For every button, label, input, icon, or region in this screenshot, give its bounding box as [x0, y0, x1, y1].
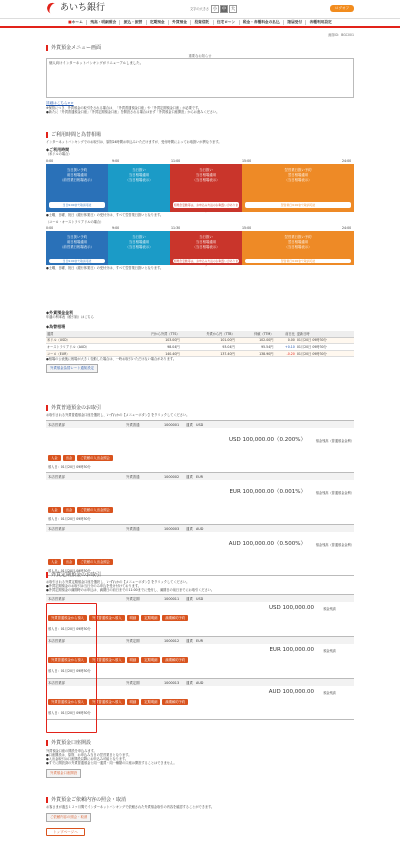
- fx-notify-button[interactable]: 外貨預金為替レート通知設定: [46, 364, 98, 372]
- col-header: 仲値（TTM）: [236, 331, 275, 337]
- balance: AUD 100,000.00（0.500%）: [228, 541, 306, 548]
- nav-settings[interactable]: 各種利用設定: [309, 20, 332, 25]
- fx-label: ◆為替相場: [46, 324, 66, 329]
- table-row: オーストラリアドル（AUD） 98.04円 93.04円 95.54円 +0.10 01月20日 09時30分: [46, 344, 354, 351]
- fixed-title: 外貨定期預金のお取引: [46, 572, 354, 578]
- nav-time-deposit[interactable]: 定期預金: [147, 20, 169, 25]
- col-header: 外貨から円（TTB）: [181, 331, 236, 337]
- tick: 9:00: [112, 226, 120, 231]
- segment-next-day: 翌営業日扱い予約 翌日相場適用 （当日相場表示） 翌営業日9:00まで取消可能: [242, 164, 354, 212]
- bank-logo[interactable]: [46, 3, 105, 14]
- home-icon: ■: [68, 20, 72, 25]
- usage-time-label: ◆ご利用時間: [46, 147, 70, 153]
- fixed-detail-button[interactable]: 定期明細: [141, 657, 160, 663]
- ordinary-account-2[interactable]: 本店営業部 外貨普通 1000002 通貨 EUR EUR 100,000.00（0.001%） 預金残高（普通預金金利） 入金 出金 ご依頼の入出金照会 預入日：01月20日 09時30分: [46, 472, 354, 524]
- detail-button[interactable]: 明細: [127, 615, 140, 621]
- history-button[interactable]: ご依頼の入出金照会: [77, 507, 113, 513]
- nav-foreign-deposit[interactable]: 外貨預金: [169, 20, 191, 25]
- global-nav: [0, 19, 400, 28]
- open-title: 外貨預金口座開設: [46, 740, 354, 746]
- segment-same-day-2: 当日扱い 当日相場適用 （当日相場表示） 相場急変動等は、お申込み方法のお取扱いがあります: [170, 164, 242, 212]
- font-medium-button[interactable]: 中: [221, 7, 227, 12]
- fixed-detail-button[interactable]: 定期明細: [141, 699, 160, 705]
- font-small-button[interactable]: 小: [212, 7, 218, 12]
- segment-same-day-2: 当日扱い 当日相場適用 （当日相場表示） 相場急変動等は、お申込み方法のお取扱いがあります: [170, 231, 242, 265]
- open-line: 外貨預金口座の開設を申込みます。: [46, 749, 97, 754]
- maturity-cancel-button[interactable]: 満期解約予約: [162, 657, 188, 663]
- top-page-button[interactable]: トップページへ: [46, 828, 85, 836]
- nav-transfer[interactable]: 振込・振替: [120, 20, 146, 25]
- deposit-to-ordinary-button[interactable]: 外貨普通預金へ預入: [89, 615, 125, 621]
- usd-label: （米ドルの場合）: [46, 152, 72, 157]
- nav-notifications[interactable]: 諸届受付: [284, 20, 306, 25]
- deposit-button[interactable]: 入金: [48, 455, 61, 461]
- deposit-to-ordinary-button[interactable]: 外貨普通預金へ預入: [89, 657, 125, 663]
- withdraw-button[interactable]: 出金: [63, 455, 76, 461]
- history-button[interactable]: ご依頼内容の照会・取消: [46, 813, 91, 821]
- balance: AUD 100,000.00: [268, 689, 314, 696]
- tick: 0:00: [46, 159, 54, 164]
- fixed-desc: お取引される外貨定期預金口座を選択し、いずれかの【メニューボタン】をクリックしてください。: [46, 580, 190, 585]
- logout-button[interactable]: ログオフ: [330, 5, 354, 12]
- logo-text: あいち銀行: [60, 3, 106, 13]
- timeline-eur: [46, 226, 354, 266]
- deposit-from-ordinary-button[interactable]: 外貨普通預金から預入: [48, 657, 87, 663]
- notice-title: 重要なお知らせ: [188, 54, 212, 59]
- menu-note-1: ※保管につき、外貨預金の取引をされる場合は、「外貨普通預金口座」や「外貨定期預金口座」が必要です。: [46, 105, 202, 110]
- fixed-detail-button[interactable]: 定期明細: [141, 615, 160, 621]
- segment-same-day: 当日扱い 当日相場適用 （当日相場表示）: [108, 231, 170, 265]
- eur-label: （ユーロ・オーストラリアドルの場合）: [46, 220, 104, 225]
- hours-note-1: ●土曜、日曜、祝日（銀行休業日）の受付分は、すべて翌営業日扱いとなります。: [46, 213, 164, 218]
- segment-same-day: 当日扱い 当日相場適用 （当日相場表示）: [108, 164, 170, 212]
- notice-detail-link[interactable]: 詳細はこちら>>: [46, 101, 74, 106]
- col-header: 更新日時: [296, 331, 354, 337]
- deposit-to-ordinary-button[interactable]: 外貨普通預金へ預入: [89, 699, 125, 705]
- font-size-label: 文字の大きさ: [190, 7, 210, 11]
- logo-mark-icon: [46, 3, 57, 14]
- fx-table: [46, 331, 354, 357]
- history-title: 外貨預金ご依頼内容の照会・取消: [46, 797, 354, 803]
- hours-title: ご利用時間と為替相場: [46, 132, 354, 138]
- history-button[interactable]: ご依頼の入出金照会: [77, 455, 113, 461]
- ordinary-title: 外貨普通預金のお取引: [46, 405, 354, 411]
- fixed-desc-3: ●外貨定期預金の満期時のお申込は、満期日の前日までの11:00までに受付し、満期日の前日までにお取引ください。: [46, 588, 215, 593]
- deposit-button[interactable]: 入金: [48, 507, 61, 513]
- ordinary-account-1[interactable]: 本店営業部 外貨普通 1000001 通貨 USD USD 100,000.00（0.200%） 預金残高（普通預金金利） 入金 出金 ご依頼の入出金照会 預入日：01月20日 09時30分: [46, 420, 354, 472]
- nav-housing-loan[interactable]: 住宅ローン: [214, 20, 240, 25]
- detail-button[interactable]: 明細: [127, 657, 140, 663]
- table-row: 米ドル（USD） 103.00円 101.00円 102.00円 0.00 01月20日 09時30分: [46, 337, 354, 344]
- page-title: 外貨預金メニュー画面: [46, 45, 354, 51]
- hours-note-2: ●土曜、日曜、祝日（銀行休業日）の受付分は、すべて翌営業日扱いとなります。: [46, 266, 164, 271]
- tick: 24:00: [342, 226, 352, 231]
- nav-tax-payment[interactable]: 税金・各種料金の払込: [240, 20, 284, 25]
- rate-title: ◆外貨預金金利: [46, 310, 74, 315]
- tick: 9:00: [112, 159, 120, 164]
- tick: 11:00: [171, 159, 181, 164]
- fx-note: ●相場の公表後に相場が大きく変動した場合は、一時お取引いただけない場合があります。: [46, 357, 177, 362]
- open-line: ●すでに開設済の外貨普通預金と同一通貨・同一種類の口座は開設することはできません。: [46, 761, 177, 766]
- ordinary-account-3[interactable]: 本店営業部 外貨普通 1000003 通貨 AUD AUD 100,000.00（0.500%） 預金残高（普通預金金利） 入金 出金 ご依頼の入出金照会 預入日：01月20日 09時30分: [46, 524, 354, 576]
- withdraw-button[interactable]: 出金: [63, 559, 76, 565]
- fixed-desc-2: ●外貨定期預金のお取引は当日分のみ申込を受け付けております。: [46, 584, 141, 589]
- nav-balance[interactable]: 残高・明細照会: [87, 20, 120, 25]
- history-desc: お客さまが過去１２ヶ月間でインターネットバンキングで依頼された外貨預金取引の内容を確認することができます。: [46, 805, 215, 810]
- history-button[interactable]: ご依頼の入出金照会: [77, 559, 113, 565]
- segment-next-day: 翌営業日扱い予約 翌日相場適用 （当日相場表示） 翌営業日9:00まで取消可能: [242, 231, 354, 265]
- maturity-cancel-button[interactable]: 満期解約予約: [162, 615, 188, 621]
- deposit-button[interactable]: 入金: [48, 559, 61, 565]
- deposit-from-ordinary-button[interactable]: 外貨普通預金から預入: [48, 615, 87, 621]
- timeline-usd: [46, 159, 354, 213]
- tick: 0:00: [46, 226, 54, 231]
- open-line: ●入出金取引は口座開設以降にお申込み可能となります。: [46, 757, 129, 762]
- segment-pre-order: 当日扱い予約 前日相場適用 （前営業日相場表示） 当日9:00まで取消可能: [46, 231, 108, 265]
- fixed-account-2[interactable]: 本店営業部 外貨定期 1000012 通貨 EUR EUR 100,000.00 預金残高 外貨普通預金から預入 外貨普通預金へ預入 明細 定期明細 満期解約予約 預入日：01月20日 09時30分: [46, 636, 354, 678]
- balance: USD 100,000.00（0.200%）: [229, 437, 306, 444]
- col-header: 前日比: [274, 331, 295, 337]
- tick: 15:00: [242, 226, 252, 231]
- fixed-account-3[interactable]: 本店営業部 外貨定期 1000013 通貨 AUD AUD 100,000.00 預金残高 外貨普通預金から預入 外貨普通預金へ預入 明細 定期明細 満期解約予約 預入日：01月20日 09時30分: [46, 678, 354, 720]
- menu-note-2: ●新たに「外貨普通預金口座」「外貨定期預金口座」を開設される場合はまず「外貨預金口座開設」からお進みください。: [46, 109, 220, 114]
- segment-pre-order: 当日扱い予約 前日相場適用 （前営業日相場表示） 当日9:00まで取消可能: [46, 164, 108, 212]
- balance: EUR 100,000.00: [269, 647, 314, 654]
- tick: 11:30: [171, 226, 181, 231]
- open-line: ●口座開設は、原則、お申込み当日の翌営業日となります。: [46, 753, 132, 758]
- nav-investment[interactable]: 投資信託: [191, 20, 213, 25]
- detail-button[interactable]: 明細: [127, 699, 140, 705]
- notice-text: 個人向けインターネットバンキングがリニューアルしました。: [49, 61, 144, 66]
- maturity-cancel-button[interactable]: 満期解約予約: [162, 699, 188, 705]
- col-header: 円から外貨（TTS）: [126, 331, 181, 337]
- header: [0, 0, 400, 19]
- font-large-button[interactable]: 大: [230, 7, 236, 12]
- tick: 15:00: [242, 159, 252, 164]
- deposit-from-ordinary-button[interactable]: 外貨普通預金から預入: [48, 699, 87, 705]
- nav-home[interactable]: ■ホーム: [65, 20, 87, 25]
- open-account-button[interactable]: 外貨預金口座開設: [46, 769, 81, 777]
- tick: 24:00: [342, 159, 352, 164]
- col-header: 通貨: [46, 331, 126, 337]
- withdraw-button[interactable]: 出金: [63, 507, 76, 513]
- fixed-account-1[interactable]: 本店営業部 外貨定期 1000011 通貨 USD USD 100,000.00 預金残高 外貨普通預金から預入 外貨普通預金へ預入 明細 定期明細 満期解約予約 預入日：01月20日 09時30分: [46, 594, 354, 636]
- screen-id: 画面ID：BGC001: [328, 33, 354, 37]
- hours-desc: インターネットバンキングでのお取引は、原則24時間お申込みいただけますが、受付時間によってお取扱いが異なります。: [46, 140, 222, 145]
- table-row: ユーロ（EUR） 140.40円 137.40円 138.90円 -0.20 01月20日 09時30分: [46, 350, 354, 357]
- balance: USD 100,000.00: [269, 605, 314, 612]
- balance: EUR 100,000.00（0.001%）: [229, 489, 306, 496]
- highlight-frame: [46, 603, 97, 733]
- ordinary-desc: お取引される外貨普通預金口座を選択し、いずれかの【メニューボタン】をクリックしてください。: [46, 413, 190, 418]
- notice-box: [46, 58, 354, 98]
- rate-desc: 年適の利率表（税引前）はこちら: [46, 315, 94, 319]
